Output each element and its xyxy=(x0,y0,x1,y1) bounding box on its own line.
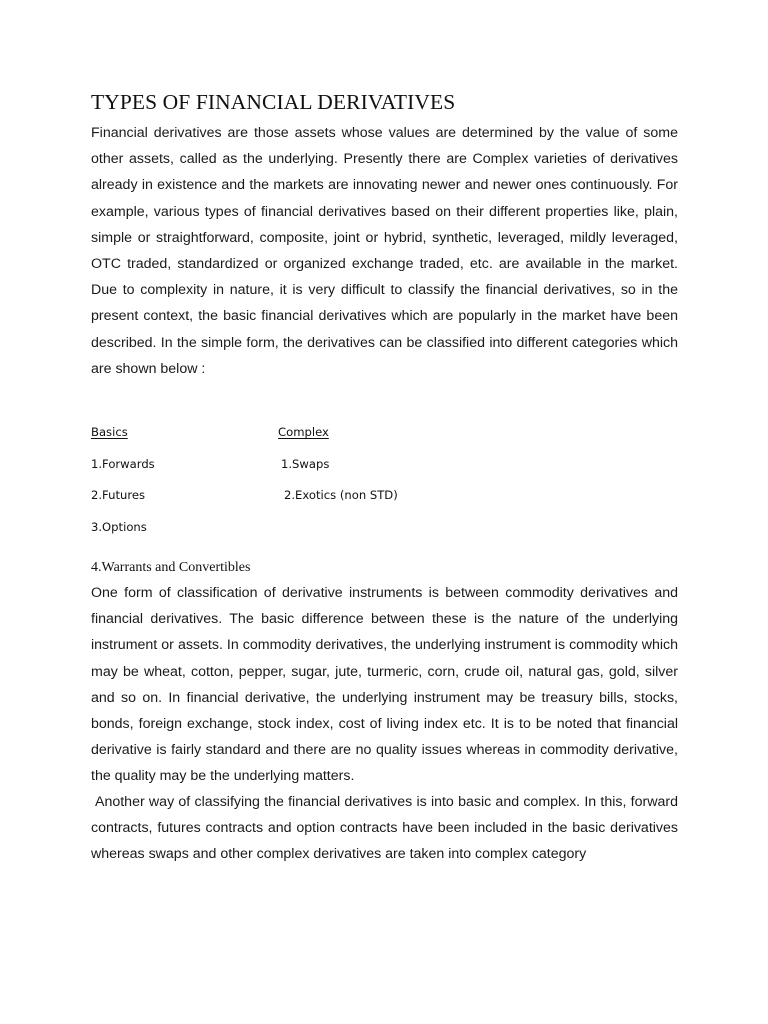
complex-item-swaps: 1.Swaps xyxy=(281,457,330,471)
basics-heading: Basics xyxy=(91,425,128,439)
subheading-warrants: 4.Warrants and Convertibles xyxy=(91,560,251,575)
complex-item-exotics: 2.Exotics (non STD) xyxy=(284,488,398,502)
page-title: TYPES OF FINANCIAL DERIVATIVES xyxy=(91,90,456,114)
paragraph-basic-vs-complex xyxy=(91,789,678,868)
basics-item-futures: 2.Futures xyxy=(91,488,146,502)
basics-item-forwards: 1.Forwards xyxy=(91,457,155,471)
basics-item-options: 3.Options xyxy=(91,520,147,534)
complex-heading: Complex xyxy=(278,425,329,439)
intro-paragraph: Financial derivatives are those assets whose values are determined by the value of some other assets, called as the underlying. Presently there are Complex varieties of derivatives already in existence and the markets are innovating newer and newer ones continuously. For example, various types of financial derivatives based on their different properties like, plain, simple or straightforward, composite, joint or hybrid, synthetic, leveraged, mildly leveraged, OTC traded, standardized or organized exchange traded, etc. are available in the market. Due to complexity in nature, it is very difficult to classify the financial derivatives, so in the present context, the basic financial derivatives which are popularly in the market have been described. In the simple form, the derivatives can be classified into different categories which are shown below : xyxy=(91,125,678,377)
paragraph-3-text: Another way of classifying the financial derivatives is into basic and complex. In this, forward contracts, futures contracts and option contracts have been included in the basic derivatives whereas swaps and other complex derivatives are taken into complex category xyxy=(91,794,678,863)
paragraph-commodity-vs-financial: One form of classification of derivative instruments is between commodity derivatives and financial derivatives. The basic difference between these is the nature of the underlying instrument or assets. In commodity derivatives, the underlying instrument is commodity which may be wheat, cotton, pepper, sugar, jute, turmeric, corn, crude oil, natural gas, gold, silver and so on. In financial derivative, the underlying instrument may be treasury bills, stocks, bonds, foreign exchange, stock index, cost of living index etc. It is to be noted that financial derivative is fairly standard and there are no quality issues whereas in commodity derivative, the quality may be the underlying matters. xyxy=(91,585,678,785)
